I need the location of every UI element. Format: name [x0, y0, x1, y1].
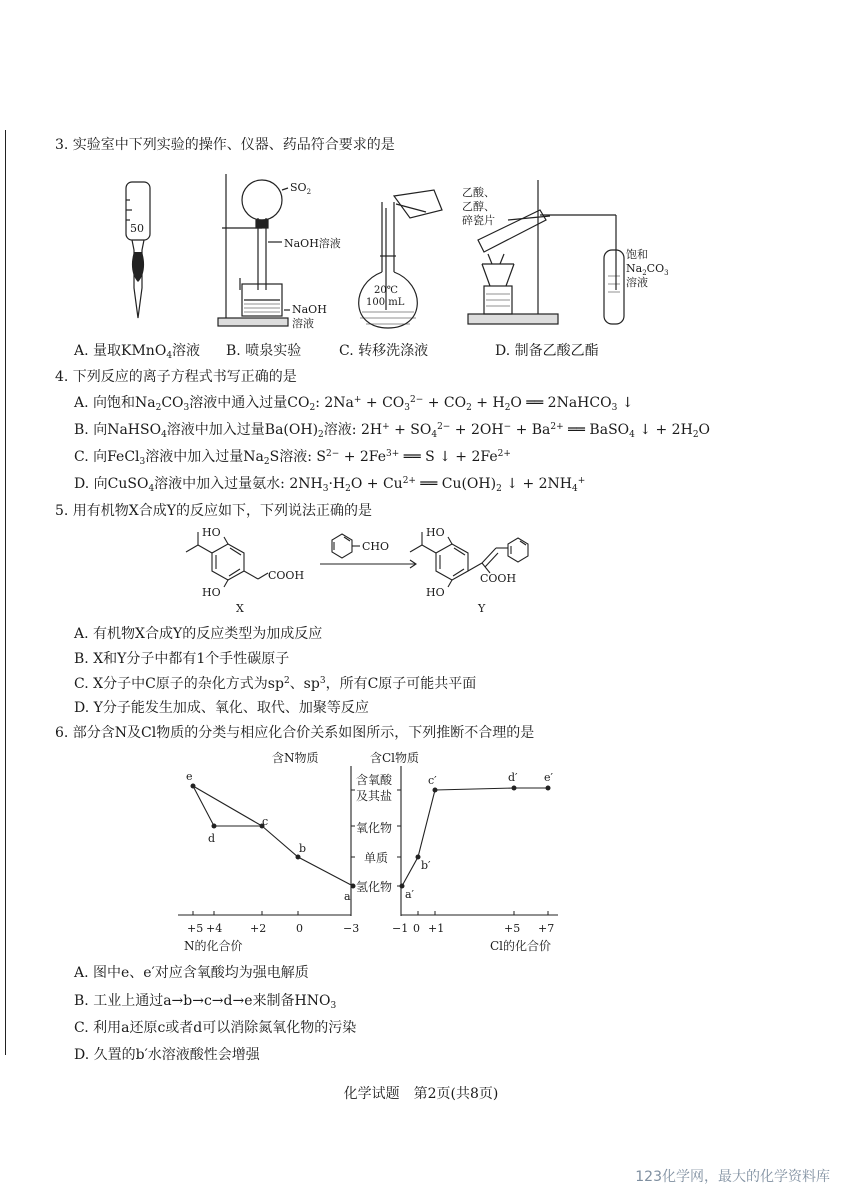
benzaldehyde-ring	[332, 534, 352, 558]
y-ho-top: HO	[426, 526, 445, 539]
q3-option-c: C. 转移洗涤液	[339, 343, 429, 359]
q6-option-b: B. 工业上通过a→b→c→d→e来制备$HNO_3$	[74, 993, 337, 1011]
saturated-label-2: $Na_2CO_3$	[626, 262, 669, 277]
naoh-solution-label: NaOH溶液	[284, 237, 341, 250]
cl-axis-label: Cl的化合价	[490, 939, 552, 953]
cat-hydride: 氢化物	[356, 880, 393, 894]
label-d: d	[208, 832, 216, 845]
n-tick-plus4: +4	[206, 922, 223, 935]
q5-option-a: A. 有机物X合成Y的反应类型为加成反应	[74, 626, 323, 642]
point-a-prime	[400, 884, 405, 889]
y-cooh: COOH	[480, 572, 517, 585]
x-cooh: COOH	[268, 569, 305, 582]
left-margin-rule	[5, 130, 6, 1055]
so2-label: $SO_2$	[290, 181, 312, 196]
x-ho-bottom: HO	[202, 586, 221, 599]
q6-option-c: C. 利用a还原c或者d可以消除氮氧化物的污染	[74, 1020, 357, 1036]
q3-option-a: A. 量取KMnO$_4$溶液	[74, 343, 201, 361]
point-d	[212, 824, 217, 829]
y-ho-bottom: HO	[426, 586, 445, 599]
q3-apparatus-figure	[110, 160, 690, 335]
label-c: c	[262, 815, 269, 828]
flask-temperature: 20℃	[374, 285, 398, 296]
flask-volume: 100 mL	[366, 297, 405, 308]
label-x: X	[236, 602, 244, 615]
q4-option-a: A. 向饱和$Na_2CO_3$溶液中通入过量$CO_2$: $2Na^+ + CO_3^{2-} + CO_2 + H_2O$ ══ 2NaHCO$_3$ ↓	[74, 395, 634, 413]
label-b: b	[299, 842, 307, 855]
n-path-line	[193, 786, 353, 886]
naoh-beaker-label-2: 溶液	[292, 317, 314, 330]
q6-option-a: A. 图中e、e′对应含氧酸均为强电解质	[74, 965, 309, 981]
cl-tick-plus5: +5	[504, 922, 521, 935]
watermark: 123化学网，最大的化学资料库	[635, 1169, 830, 1185]
y-benzene-ring	[436, 544, 468, 580]
n-tick-plus5: +5	[187, 922, 204, 935]
q5-option-b: B. X和Y分子中都有1个手性碳原子	[74, 651, 290, 667]
x-benzene-ring	[212, 544, 244, 580]
q3-stem: 3. 实验室中下列实验的操作、仪器、药品符合要求的是	[55, 137, 395, 153]
saturated-label-1: 饱和	[626, 248, 648, 261]
q4-option-c: C. 向FeCl$_3$溶液中加入过量$Na_2S$溶液: $S^{2-} + 2Fe^{3+}$ ══ S ↓ + $2Fe^{2+}$	[74, 449, 511, 467]
point-b	[296, 855, 301, 860]
cl-tick-0: 0	[413, 922, 420, 935]
x-ho-top: HO	[202, 526, 221, 539]
saturated-label-3: 溶液	[626, 276, 648, 289]
n-tick-minus3: −3	[343, 922, 360, 935]
label-a: a	[344, 890, 351, 903]
n-tick-plus2: +2	[250, 922, 267, 935]
cl-tick-plus7: +7	[538, 922, 555, 935]
fountain-figure	[218, 174, 290, 326]
page-footer: 化学试题 第2页(共8页)	[343, 1086, 499, 1102]
label-e-prime: e′	[544, 771, 554, 784]
label-b-prime: b′	[421, 859, 431, 872]
label-d-prime: d′	[508, 771, 518, 784]
pipette-figure	[126, 182, 150, 318]
q3-option-d: D. 制备乙酸乙酯	[495, 343, 599, 359]
q6-valence-chart	[160, 748, 580, 958]
q4-option-b: B. 向NaHSO$_4$溶液中加入过量$Ba(OH)_2$溶液: $2H^+ + SO_4^{2-} + 2OH^- + Ba^{2+}$ ══ BaSO$_4$ ↓ + $2H_2O$	[74, 422, 711, 440]
reagents-label-2: 乙醇、	[462, 200, 495, 213]
label-c-prime: c′	[428, 774, 437, 787]
cl-tick-minus1: −1	[392, 922, 409, 935]
cat-element: 单质	[364, 851, 389, 865]
cat-oxide: 氧化物	[356, 821, 393, 835]
q5-stem: 5. 用有机物X合成Y的反应如下，下列说法正确的是	[55, 503, 373, 519]
point-a	[351, 884, 356, 889]
q3-option-b: B. 喷泉实验	[226, 343, 302, 359]
q5-reaction-figure	[180, 524, 560, 620]
q6-stem: 6. 部分含N及Cl物质的分类与相应化合价关系如图所示，下列推断不合理的是	[55, 725, 535, 741]
point-c-prime	[433, 788, 438, 793]
cat-oxyacid-2: 及其盐	[356, 789, 393, 803]
point-d-prime	[512, 786, 517, 791]
q5-option-d: D. Y分子能发生加成、氧化、取代、加聚等反应	[74, 700, 369, 716]
reagents-label-3: 碎瓷片	[462, 214, 495, 227]
pipette-mark: 50	[130, 222, 144, 235]
cho-label: CHO	[362, 540, 390, 553]
label-y: Y	[478, 602, 486, 615]
point-e	[191, 784, 196, 789]
point-b-prime	[416, 855, 421, 860]
q4-stem: 4. 下列反应的离子方程式书写正确的是	[55, 369, 297, 385]
n-tick-0: 0	[296, 922, 303, 935]
point-e-prime	[546, 786, 551, 791]
q6-option-d: D. 久置的b′水溶液酸性会增强	[74, 1047, 260, 1063]
q5-option-c: C. X分子中C原子的杂化方式为$sp^2$、$sp^3$，所有C原子可能共平面	[74, 676, 477, 692]
cat-oxyacid-1: 含氧酸	[356, 773, 393, 787]
cl-title: 含Cl物质	[370, 751, 420, 765]
label-e: e	[186, 770, 193, 783]
q4-option-d: D. 向CuSO$_4$溶液中加入过量氨水: $2NH_3\cdot H_2O + Cu^{2+}$ ══ $Cu(OH)_2$ ↓ + $2NH_4^+$	[74, 476, 586, 494]
cl-tick-plus1: +1	[428, 922, 445, 935]
reagents-label-1: 乙酸、	[462, 186, 495, 199]
naoh-beaker-label-1: NaOH	[292, 303, 327, 316]
n-axis-label: N的化合价	[184, 939, 243, 953]
label-a-prime: a′	[405, 888, 415, 901]
n-title: 含N物质	[272, 751, 319, 765]
